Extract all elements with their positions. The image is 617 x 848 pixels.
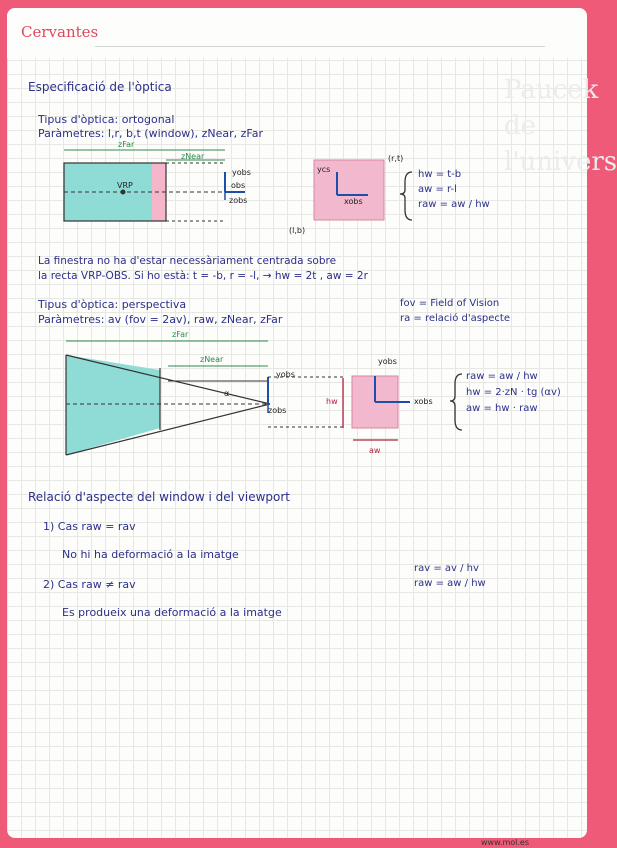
vrp-label: VRP (117, 181, 133, 190)
ortho-obs-label: obs (231, 181, 246, 190)
fov-note: fov = Field of Vision (400, 298, 500, 309)
section1-title: Especificació de l'òptica (28, 80, 172, 94)
window-ycs-label: ycs (317, 165, 331, 174)
aw-label: aw (369, 446, 381, 455)
footer-url: www.mol.es (481, 838, 529, 847)
watermark-line-1: Paucek de (504, 75, 599, 141)
persp-zobs-label: zobs (268, 406, 287, 415)
persp-alpha-label: α (224, 389, 230, 398)
persp-eq-3: aw = hw · raw (466, 403, 538, 414)
ortho-eq-brace (400, 172, 412, 220)
ortho-yobs-label: yobs (232, 168, 251, 177)
persp-eq-brace (450, 374, 462, 430)
persp-diagram (66, 341, 462, 455)
brand-logo: Cervantes (21, 23, 99, 41)
persp-eq-1: raw = aw / hw (466, 371, 538, 382)
case1-label: 1) Cas raw = rav (43, 520, 136, 533)
raw-formula: raw = aw / hw (414, 578, 486, 589)
vrp-point (121, 190, 126, 195)
persp-zfar-label: zFar (172, 330, 189, 339)
ra-note: ra = relació d'aspecte (400, 313, 511, 324)
ortho-eq-1: hw = t-b (418, 169, 462, 180)
persp-window-xobs: xobs (414, 397, 433, 406)
case2-label: 2) Cas raw ≠ rav (43, 578, 136, 591)
note1-line-2: la recta VRP-OBS. Si ho està: t = -b, r = -l, → hw = 2t , aw = 2r (38, 270, 368, 282)
case1-note: No hi ha deformació a la imatge (62, 548, 239, 561)
persp-window-yobs: yobs (378, 357, 397, 366)
section3-title: Relació d'aspecte del window i del viewport (28, 490, 290, 504)
window-rt-label: (r,t) (388, 154, 404, 163)
window-lb-label: (l,b) (289, 226, 306, 235)
ortho-params: Paràmetres: l,r, b,t (window), zNear, zFar (38, 127, 263, 140)
ortho-eq-3: raw = aw / hw (418, 199, 490, 210)
case2-note: Es produeix una deformació a la imatge (62, 606, 282, 619)
watermark-line-2: l'univers (504, 147, 617, 177)
persp-params: Paràmetres: av (fov = 2av), raw, zNear, zFar (38, 313, 283, 326)
ortho-znear-label: zNear (181, 152, 205, 161)
persp-eq-2: hw = 2·zN · tg (αv) (466, 387, 561, 398)
ortho-zobs-label: zobs (229, 196, 248, 205)
ortho-eq-2: aw = r-l (418, 184, 457, 195)
ortho-type: Tipus d'òptica: ortogonal (38, 113, 175, 126)
persp-type: Tipus d'òptica: perspectiva (38, 298, 187, 311)
persp-far-region (66, 355, 160, 455)
window-xobs-label: xobs (344, 197, 363, 206)
persp-znear-label: zNear (200, 355, 224, 364)
note1-line-1: La finestra no ha d'estar necessàriament centrada sobre (38, 255, 337, 267)
ortho-zfar-label: zFar (118, 140, 135, 149)
hw-label: hw (326, 397, 338, 406)
persp-yobs-label: yobs (276, 370, 295, 379)
rav-formula: rav = av / hv (414, 563, 479, 574)
